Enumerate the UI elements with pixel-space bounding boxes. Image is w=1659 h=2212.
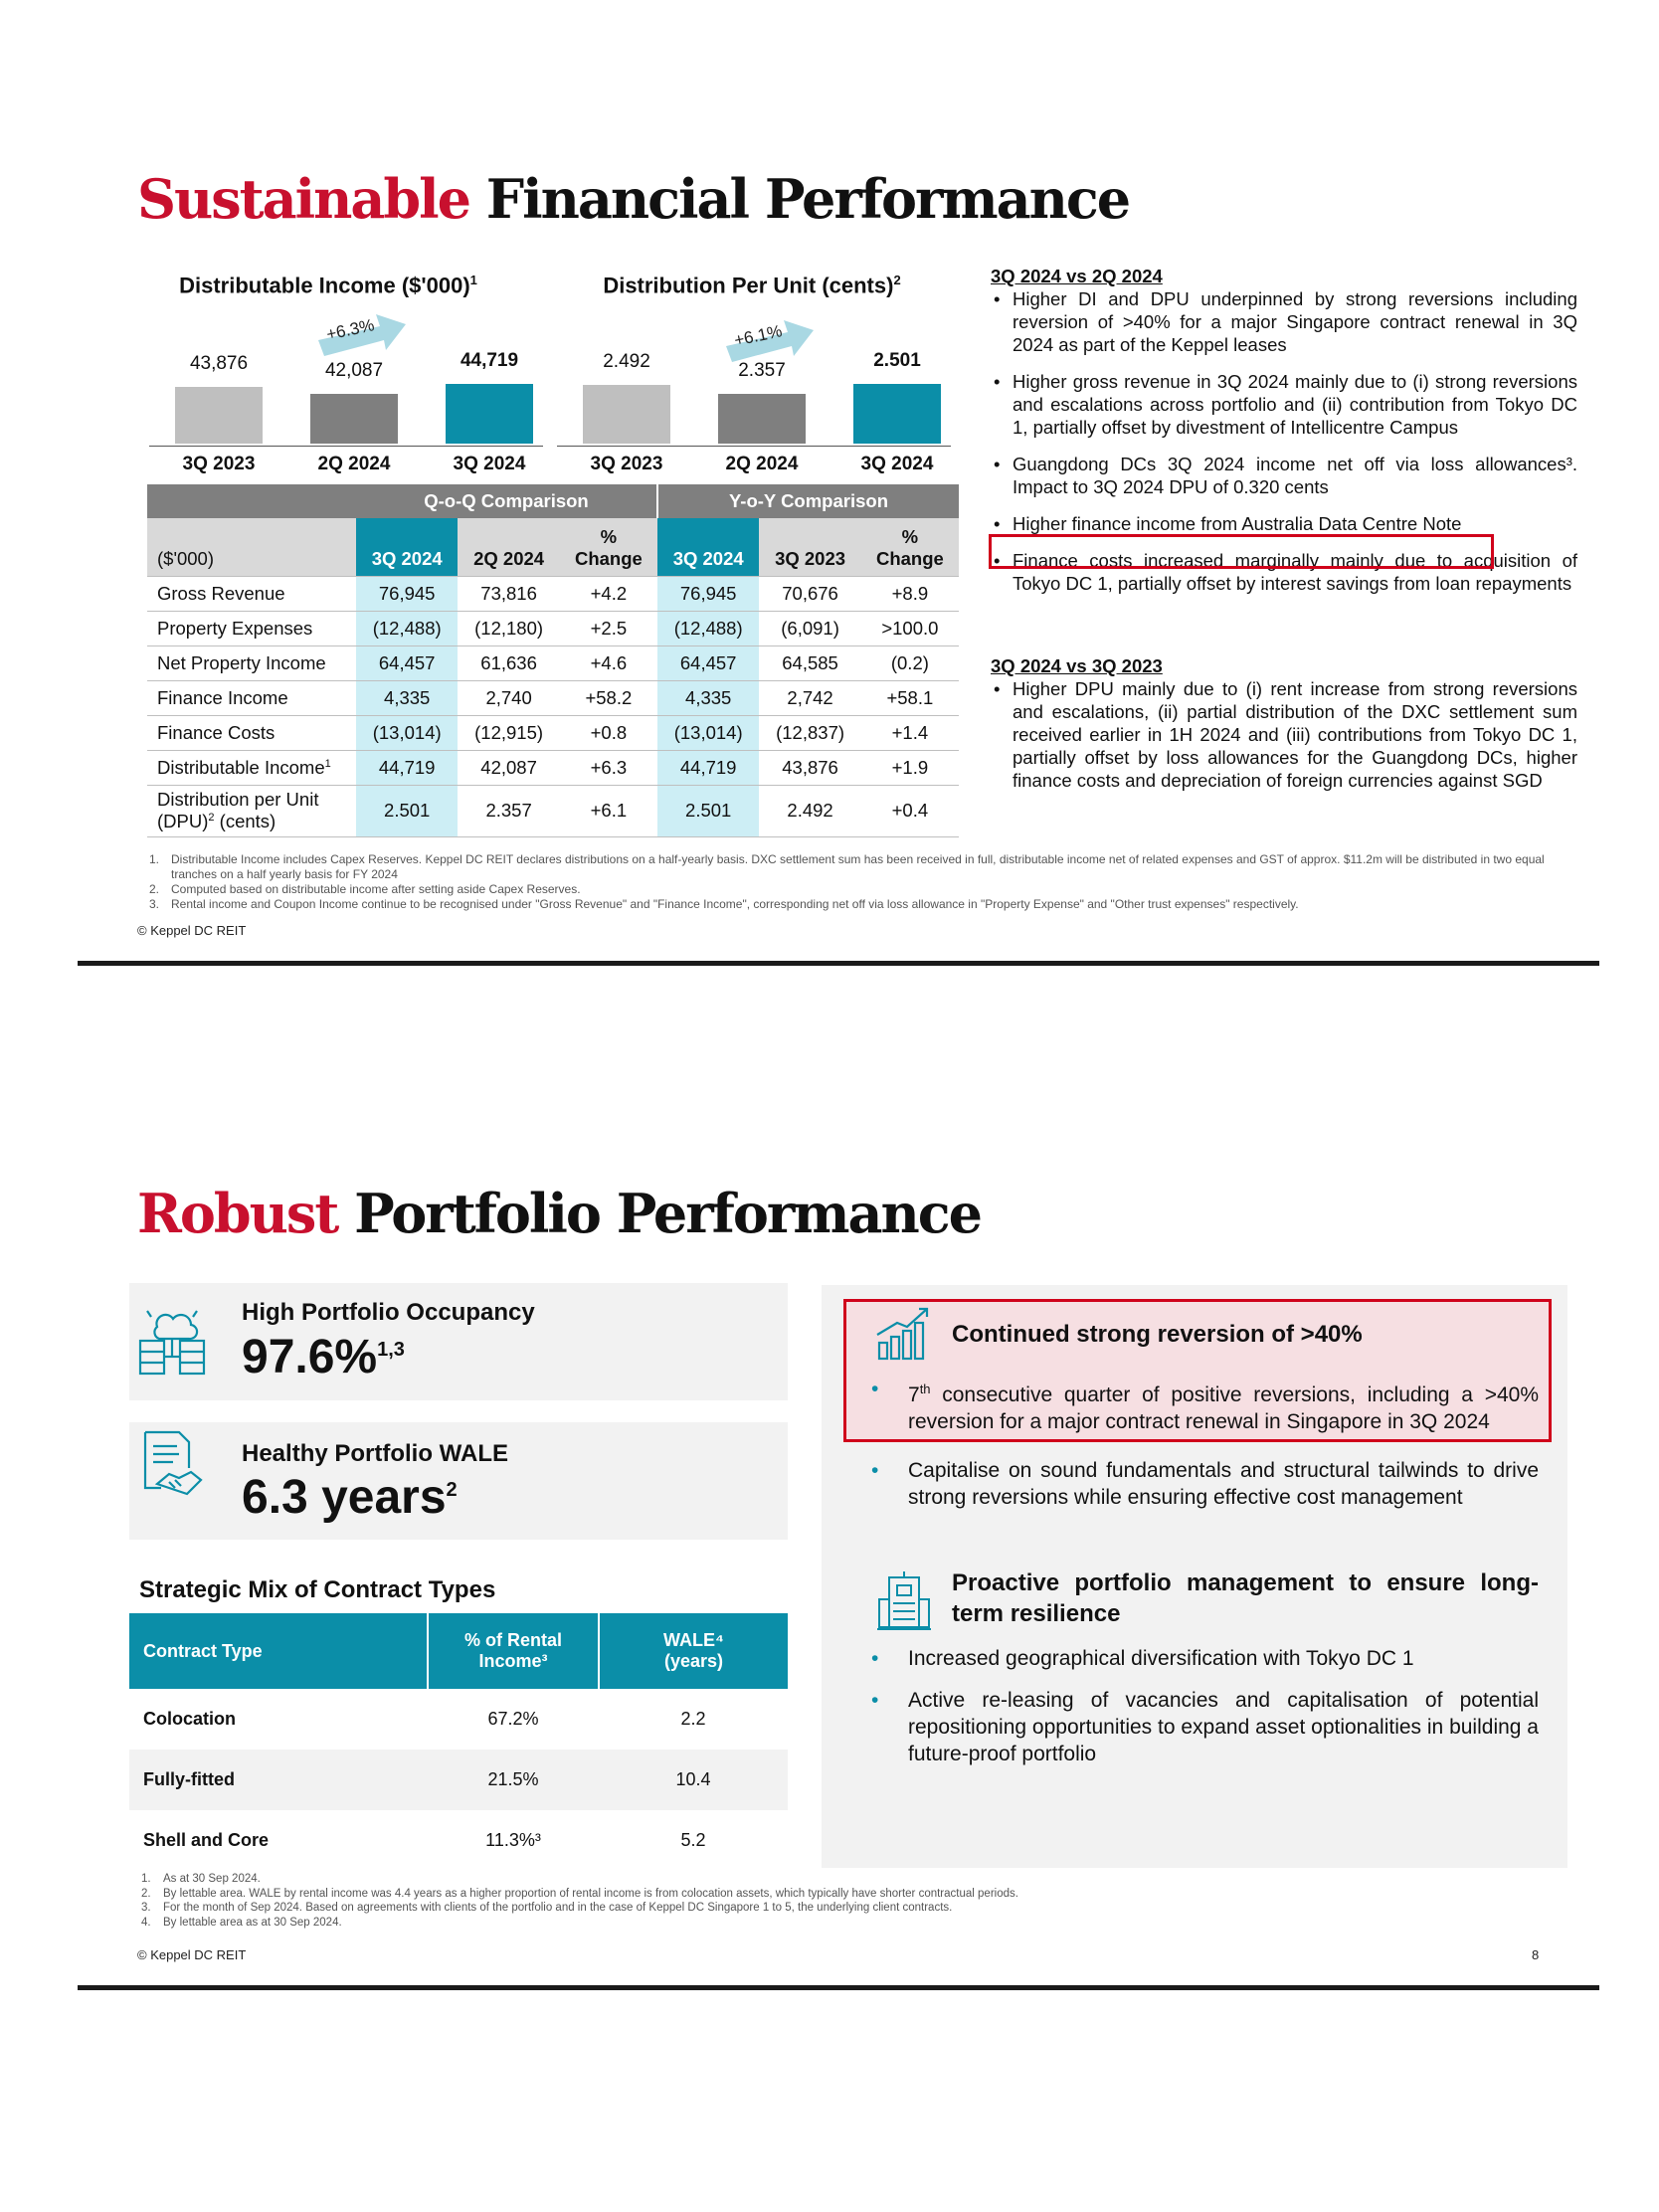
table-row: Property Expenses (12,488) (12,180) +2.5 (12,488) (6,091) >100.0	[147, 611, 959, 645]
table-group-header	[147, 484, 959, 518]
wale-label: Healthy Portfolio WALE	[242, 1440, 509, 1467]
chart-category-label: 2Q 2024	[317, 454, 391, 474]
slide-divider	[78, 961, 1599, 966]
reversion-title: Continued strong reversion of >40%	[952, 1321, 1363, 1348]
table-cell: 42,087	[458, 750, 559, 785]
table-cell: 4,335	[657, 680, 759, 715]
table-cell: 70,676	[759, 576, 860, 611]
table-cell: (12,488)	[657, 611, 759, 645]
wale-value: 6.3 years$^2$	[242, 1471, 458, 1524]
chart-category-label: 3Q 2024	[860, 454, 934, 474]
footnote: 1. Distributable Income includes Capex Reserves. Keppel DC REIT declares distributions on a half-yearly basis. DXC settlement sum has been received in full, distributable income net of related expenses and GST of approx. $11.2m will be distributed in two equal tranches on a half yearly basis for FY 2024	[149, 852, 1545, 881]
chart-value-label: 43,876	[189, 353, 249, 375]
bullet-item: • Higher finance income from Australia Data Centre Note	[991, 512, 1577, 535]
chart-bar	[853, 384, 941, 444]
table-row: Shell and Core 11.3%³ 5.2	[143, 1830, 706, 1850]
footnote: 4. By lettable area as at 30 Sep 2024.	[141, 1916, 342, 1929]
table-cell: (12,915)	[458, 715, 559, 750]
yoy-bullets	[991, 677, 1577, 792]
table-column-header: ($'000) 3Q 2024 2Q 2024 % Change 3Q 2024 3Q 2023 % Change	[147, 518, 959, 576]
table-cell: +0.8	[560, 715, 657, 750]
bullet-dot: •	[871, 1647, 879, 1670]
chart-category-label: 3Q 2024	[453, 454, 526, 474]
page-number: 8	[1532, 1947, 1540, 1962]
bullet-dot: •	[871, 1459, 879, 1482]
table-cell: (12,837)	[759, 715, 860, 750]
footnote: 2. Computed based on distributable income after setting aside Capex Reserves.	[149, 882, 581, 896]
table-cell: +4.2	[560, 576, 657, 611]
table-cell: (6,091)	[759, 611, 860, 645]
yoy-commentary: 3Q 2024 vs 3Q 2023 • Higher DPU mainly due to (i) rent increase from strong reversions and escalations, (ii) partial distribution of the DXC settlement sum received earlier in 1H 2024 and (iii) contributions from Tokyo DC 1, partially offset by loss allowances for the Guangdong DCs, higher finance costs and depreciation of foreign currencies against SGD	[991, 654, 1577, 806]
table-cell: +4.6	[560, 645, 657, 680]
table-cell: 64,585	[759, 645, 860, 680]
occupancy-label: High Portfolio Occupancy	[242, 1299, 535, 1326]
footnote: 3. For the month of Sep 2024. Based on agreements with clients of the portfolio and in the case of Keppel DC Singapore 1 to 5, the underlying client contracts.	[141, 1902, 953, 1914]
chart-value-label: 2.501	[873, 350, 921, 371]
financial-table	[147, 484, 959, 837]
table-row: Distribution per Unit (DPU)$^2$ (cents) 2.501 2.357 +6.1 2.501 2.492 +0.4	[147, 785, 959, 836]
proactive-bullet-1: Increased geographical diversification with Tokyo DC 1	[908, 1647, 1414, 1670]
chart-bar	[175, 387, 263, 444]
table-row: Finance Income 4,335 2,740 +58.2 4,335 2,742 +58.1	[147, 680, 959, 715]
chart-category-label: 3Q 2023	[590, 454, 663, 474]
chart-value-label: 2.357	[738, 360, 786, 381]
table-cell: 76,945	[657, 576, 759, 611]
proactive-title: Proactive portfolio management to ensure long-term resilience	[952, 1569, 1539, 1627]
proactive-bullet-2: Active re-leasing of vacancies and capitalisation of potential repositioning opportunities to expand asset optionalities in building a future-proof portfolio	[908, 1689, 1539, 1765]
slide1-copyright: © Keppel DC REIT	[137, 923, 247, 938]
occupancy-value: 97.6%$^{1,3}$	[242, 1331, 405, 1383]
table-cell: +1.4	[861, 715, 959, 750]
chart-bar	[310, 394, 398, 444]
mix-header-row: Contract Type % of Rental Income³ WALE⁴ (years)	[129, 1613, 788, 1689]
bullet-item: • Higher DPU mainly due to (i) rent increase from strong reversions and escalations, (ii) partial distribution of the DXC settlement sum received earlier in 1H 2024 and (iii) contributions from Tokyo DC 1, partially offset by loss allowances for the Guangdong DCs, higher finance costs and depreciation of foreign currencies against SGD	[991, 677, 1577, 792]
growth-annotation: +6.3%	[324, 315, 377, 344]
slide2-title: Robust Portfolio Performance	[137, 1182, 982, 1245]
reversion-bullet: 7th consecutive quarter of positive reversions, including a >40% reversion for a major contract renewal in Singapore in 3Q 2024	[908, 1382, 1539, 1433]
table-cell: 61,636	[458, 645, 559, 680]
chart2-title: Distribution Per Unit (cents)$^2$	[603, 273, 901, 298]
chart-category-label: 2Q 2024	[725, 454, 799, 474]
highlight-box	[989, 534, 1494, 569]
bullet-item: • Finance costs increased marginally mainly due to acquisition of Tokyo DC 1, partially offset by interest savings from loan repayments	[991, 549, 1577, 595]
table-cell: +58.1	[861, 680, 959, 715]
slide-divider	[78, 1985, 1599, 1990]
table-cell: 2,740	[458, 680, 559, 715]
table-cell: 43,876	[759, 750, 860, 785]
table-row: Finance Costs (13,014) (12,915) +0.8 (13,014) (12,837) +1.4	[147, 715, 959, 750]
building-portfolio-icon	[875, 1569, 933, 1631]
chart-value-label: 44,719	[460, 350, 519, 371]
capitalise-bullet: Capitalise on sound fundamentals and structural tailwinds to drive strong reversions while ensuring effective cost management	[908, 1459, 1539, 1509]
bullet-dot: •	[871, 1689, 879, 1712]
chart-bar	[446, 384, 533, 444]
table-cell: 44,719	[356, 750, 458, 785]
yoy-header: Y-o-Y Comparison	[657, 484, 959, 518]
qoq-commentary: 3Q 2024 vs 2Q 2024 • Higher DI and DPU underpinned by strong reversions including reversion of >40% for a major Singapore contract renewal in 3Q 2024 as part of the Keppel leases • Higher gross revenue in 3Q 2024 mainly due to (i) strong reversions and escalations across portfolio and (ii) contribution from Tokyo DC 1, partially offset by divestment of Intellicentre Campus • Guangdong DCs 3Q 2024 income net off via loss allowances³. Impact to 3Q 2024 DPU of 0.320 cents • Higher finance income from Australia Data Centre Note • Finance costs increased marginally mainly due to acquisition of Tokyo DC 1, partially offset by interest savings from loan repayments	[991, 265, 1577, 609]
table-cell: 44,719	[657, 750, 759, 785]
chart-baseline	[149, 446, 543, 447]
table-cell: 64,457	[356, 645, 458, 680]
table-cell: +2.5	[560, 611, 657, 645]
table-row: Net Property Income 64,457 61,636 +4.6 64,457 64,585 (0.2)	[147, 645, 959, 680]
table-cell: +8.9	[861, 576, 959, 611]
table-cell: 4,335	[356, 680, 458, 715]
chart-value-label: 42,087	[324, 360, 384, 381]
mix-title: Strategic Mix of Contract Types	[139, 1576, 496, 1603]
table-cell: (12,180)	[458, 611, 559, 645]
footnote: 1. As at 30 Sep 2024.	[141, 1873, 261, 1885]
table-cell: 76,945	[356, 576, 458, 611]
chart-baseline	[557, 446, 951, 447]
growth-chart-icon	[875, 1305, 935, 1361]
table-cell: 73,816	[458, 576, 559, 611]
slide2-footnotes	[141, 1872, 1573, 1930]
footnote: 3. Rental income and Coupon Income continue to be recognised under "Gross Revenue" and "Finance Income", corresponding net off via loss allowance in "Property Expense" and "Other trust expenses" respectively.	[149, 897, 1299, 911]
slide1-footnotes	[149, 852, 1581, 912]
table-cell: 64,457	[657, 645, 759, 680]
chart-bar	[718, 394, 806, 444]
bullet-item: • Higher gross revenue in 3Q 2024 mainly due to (i) strong reversions and escalations across portfolio and (ii) contribution from Tokyo DC 1, partially offset by divestment of Intellicentre Campus	[991, 370, 1577, 439]
slide2-copyright: © Keppel DC REIT	[137, 1947, 247, 1962]
table-cell: (0.2)	[861, 645, 959, 680]
qoq-header: Q-o-Q Comparison	[356, 484, 657, 518]
table-row: Fully-fitted 21.5% 10.4	[129, 1750, 788, 1810]
slide1-title: Sustainable Financial Performance	[137, 167, 1130, 231]
table-cell: 2,742	[759, 680, 860, 715]
chart-category-label: 3Q 2023	[182, 454, 256, 474]
bullet-dot: •	[871, 1378, 879, 1400]
table-cell: (13,014)	[657, 715, 759, 750]
table-cell: (13,014)	[356, 715, 458, 750]
contract-handshake-icon	[139, 1428, 205, 1500]
table-cell: +6.3	[560, 750, 657, 785]
chart1-title: Distributable Income ($'000)$^1$	[179, 273, 477, 298]
table-cell: >100.0	[861, 611, 959, 645]
footnote: 2. By lettable area. WALE by rental income was 4.4 years as a higher proportion of rental income is from colocation assets, which typically have shorter contractual periods.	[141, 1887, 1018, 1900]
table-cell: +1.9	[861, 750, 959, 785]
contract-mix-table	[129, 1613, 788, 1871]
chart-bar	[583, 385, 670, 444]
server-cloud-icon	[137, 1305, 207, 1377]
table-cell: +58.2	[560, 680, 657, 715]
chart-value-label: 2.492	[603, 350, 650, 372]
table-row: Distributable Income$^1$ 44,719 42,087 +6.3 44,719 43,876 +1.9	[147, 750, 959, 785]
bullet-item: • Guangdong DCs 3Q 2024 income net off via loss allowances³. Impact to 3Q 2024 DPU of 0.320 cents	[991, 453, 1577, 498]
growth-annotation: +6.1%	[732, 321, 785, 350]
table-row: Colocation 67.2% 2.2	[143, 1709, 706, 1729]
table-row: Gross Revenue 76,945 73,816 +4.2 76,945 70,676 +8.9	[147, 576, 959, 611]
bullet-item: • Higher DI and DPU underpinned by strong reversions including reversion of >40% for a major Singapore contract renewal in 3Q 2024 as part of the Keppel leases	[991, 287, 1577, 356]
table-cell: (12,488)	[356, 611, 458, 645]
